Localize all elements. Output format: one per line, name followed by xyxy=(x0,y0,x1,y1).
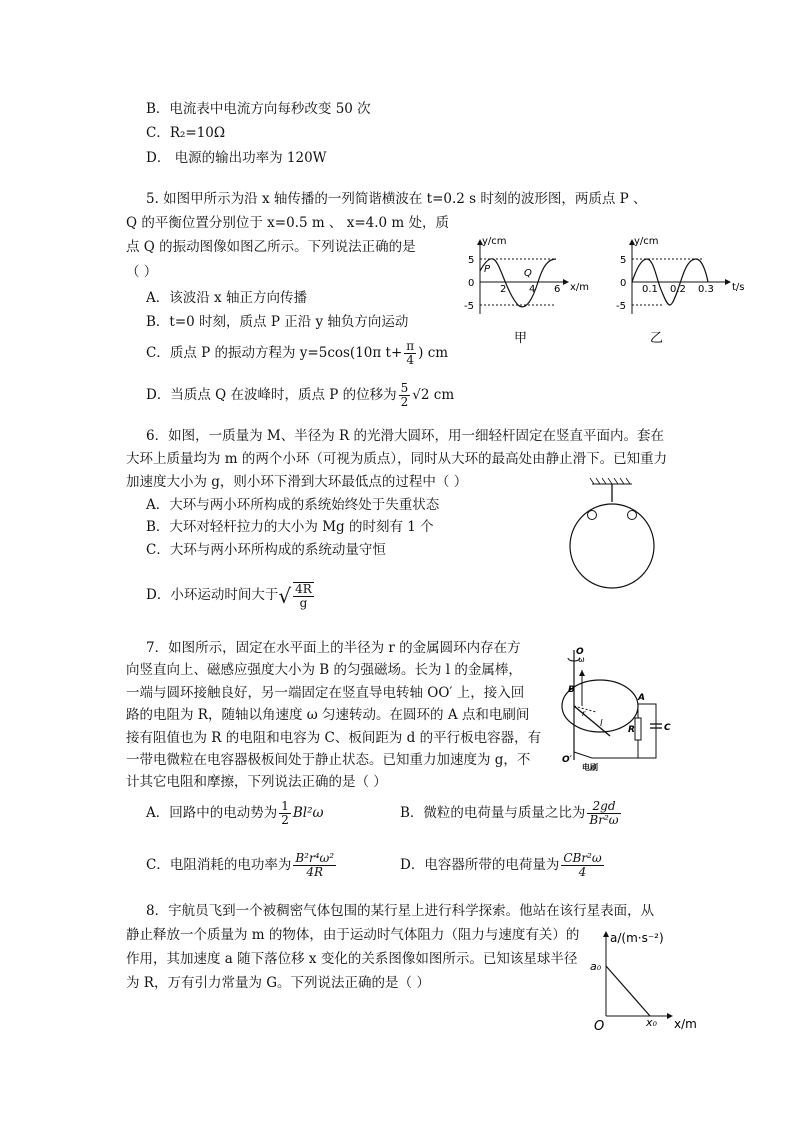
q5-option-c-numerator: π xyxy=(406,339,415,353)
q7-option-d-text: D．电容器所带的电荷量为 xyxy=(400,857,560,873)
q7-circuit-figure xyxy=(552,640,682,772)
q5-stem-line1: 5. 如图甲所示为沿 x 轴传播的一列简谐横波在 t=0.2 s 时刻的波形图，两质点 P 、 xyxy=(146,191,647,207)
q7-label-brush: 电刷 xyxy=(582,763,598,772)
q7-b-arrowhead xyxy=(579,670,585,676)
q6-stem-line1: 6．如图，一质量为 M、半径为 R 的光滑大圆环，用一细轻杆固定在竖直平面内。套在 xyxy=(146,428,664,444)
q7-label-o: O xyxy=(576,647,584,657)
q7-wire-outer xyxy=(574,704,656,758)
q7-option-a-fraction xyxy=(279,800,291,827)
q7-label-omega: ω xyxy=(578,655,585,664)
q8-stem-line2: 静止释放一个质量为 m 的物体，由于运动时气体阻力（阻力与速度有关）的 xyxy=(126,927,580,943)
q6-stem-line2: 大环上质量均为 m 的两个小环（可视为质点），同时从大环的最高处由静止滑下。已知重力 xyxy=(126,451,668,467)
jia-origin-label: 0 xyxy=(468,278,475,289)
q7-label-oprime: O′ xyxy=(562,755,573,765)
q7-option-b-numerator: 2gd xyxy=(587,800,620,814)
figure-jia-wave-graph xyxy=(448,232,598,350)
q8-ylabel: a/(m·s⁻²) xyxy=(610,931,664,945)
q7-option-b-fraction xyxy=(587,800,620,827)
q7-stem-line2: 向竖直向上、磁感应强度大小为 B 的匀强磁场。长为 l 的金属棒， xyxy=(126,662,522,678)
q7-label-l: l xyxy=(600,719,603,729)
q6-option-d-text: D．小环运动时间大于 xyxy=(146,587,279,603)
q7-option-c-denominator: 4R xyxy=(306,865,324,879)
yi-tick-0-2: 0.2 xyxy=(670,284,686,295)
q7-option-c-fraction xyxy=(293,852,336,879)
q6-option-d-fraction xyxy=(293,582,314,610)
q7-option-c-text: C．电阻消耗的电功率为 xyxy=(146,857,292,873)
jia-point-p: P xyxy=(484,264,491,275)
q7-option-a xyxy=(146,796,324,830)
jia-caption: 甲 xyxy=(514,331,528,346)
yi-ylabel: y/cm xyxy=(634,236,659,247)
q7-option-a-text: A．回路中的电动势为 xyxy=(146,805,278,821)
q8-stem-line1: 8．宇航员飞到一个被稠密气体包围的某行星上进行科学探索。他站在该行星表面，从 xyxy=(146,903,655,919)
q5-option-a: A．该波沿 x 轴正方向传播 xyxy=(146,290,307,306)
q6-sqrt-sign: √ xyxy=(278,583,292,608)
q4-option-b: B．电流表中电流方向每秒改变 50 次 xyxy=(146,101,371,117)
q7-stem-line1: 7．如图所示，固定在水平面上的半径为 r 的金属圆环内存在方 xyxy=(146,640,521,656)
q7-option-b-text: B．微粒的电荷量与质量之比为 xyxy=(400,805,586,821)
q5-option-d-fraction xyxy=(399,382,411,409)
q7-option-b-denominator: Br²ω xyxy=(589,813,619,827)
yi-xlabel: t/s xyxy=(732,282,745,293)
jia-wave-curve xyxy=(480,259,556,307)
q7-label-a: A xyxy=(638,693,645,703)
yi-caption: 乙 xyxy=(650,331,664,346)
q6-option-d xyxy=(146,576,316,615)
q7-label-b: B xyxy=(568,685,575,695)
q5-option-d xyxy=(146,378,454,412)
q7-label-r: R xyxy=(628,725,635,735)
q5-option-d-denominator: 2 xyxy=(400,395,409,409)
q5-option-d-numerator: 5 xyxy=(400,381,409,395)
q7-option-d-denominator: 4 xyxy=(578,865,587,879)
q7-option-d xyxy=(400,848,606,882)
q7-option-c-numerator: B²r⁴ω² xyxy=(295,851,335,865)
q5-option-c-fraction xyxy=(404,340,416,367)
yi-y-pos-label: 5 xyxy=(620,255,627,266)
q7-label-c: C xyxy=(664,723,671,733)
q7-stem-line6: 一带电微粒在电容器极板间处于静止状态。已知重力加速度为 g，不 xyxy=(126,752,531,768)
q7-stem-line3: 一端与圆环接触良好，另一端固定在竖直导电转轴 OO′ 上，接入回 xyxy=(126,685,525,701)
q8-x0-label: x₀ xyxy=(646,1016,657,1029)
q7-resistor xyxy=(635,718,641,740)
yi-tick-0-3: 0.3 xyxy=(698,284,714,295)
q6-big-ring xyxy=(570,504,654,588)
q5-option-c-text: C．质点 P 的振动方程为 y=5cos(10π t+ xyxy=(146,345,403,361)
q4-option-c: C．R₂=10Ω xyxy=(146,125,226,141)
jia-xlabel: x/m xyxy=(570,282,590,293)
yi-y-neg-label: -5 xyxy=(616,301,626,312)
q6-option-d-denominator: g xyxy=(299,595,308,610)
q5-option-c-tail: ) cm xyxy=(418,345,449,361)
q5-option-c-denominator: 4 xyxy=(406,353,415,367)
q7-option-b xyxy=(400,796,623,830)
q6-option-d-numerator: 4R xyxy=(295,581,312,596)
q6-small-ring-left xyxy=(588,511,597,520)
q6-option-b: B．大环对轻杆拉力的大小为 Mg 的时刻有 1 个 xyxy=(146,519,434,535)
q7-option-a-tail: Bl²ω xyxy=(292,805,324,821)
q7-option-a-denominator: 2 xyxy=(281,813,289,827)
yi-tick-0-1: 0.1 xyxy=(642,284,658,295)
q7-label-r-small: r xyxy=(582,709,586,718)
jia-y-neg-label: -5 xyxy=(464,301,474,312)
jia-tick-4: 4 xyxy=(529,284,536,295)
q5-answer-bracket: （ ） xyxy=(126,264,158,280)
q8-a0-label: a₀ xyxy=(590,960,602,973)
jia-y-pos-label: 5 xyxy=(468,255,475,266)
q7-stem-line5: 接有阻值也为 R 的电阻和电容为 C、板间距为 d 的平行板电容器，有 xyxy=(126,730,542,746)
q7-stem-line7: 计其它电阻和摩擦，下列说法正确的是（ ） xyxy=(126,774,387,790)
q8-origin-label: O xyxy=(594,1019,605,1034)
q5-stem-line2: Q 的平衡位置分别位于 x=0.5 m 、 x=4.0 m 处，质 xyxy=(126,215,449,231)
q7-option-d-fraction xyxy=(561,852,603,879)
figure-yi-vibration-graph xyxy=(602,232,762,350)
q5-stem-line3: 点 Q 的振动图像如图乙所示。下列说法正确的是 xyxy=(126,239,416,255)
q7-option-a-numerator: 1 xyxy=(281,799,289,813)
q8-ax-graph xyxy=(586,926,716,1036)
q6-option-a: A．大环与两小环所构成的系统始终处于失重状态 xyxy=(146,497,440,513)
q7-option-d-numerator: CBr²ω xyxy=(563,851,602,865)
q8-stem-line3: 作用，其加速度 a 随下落位移 x 变化的关系图像如图所示。已知该星球半径 xyxy=(126,951,578,967)
q8-line xyxy=(606,966,650,1016)
q6-small-ring-right xyxy=(628,511,637,520)
q4-option-d: D． 电源的输出功率为 120W xyxy=(146,150,327,166)
q7-stem-line4: 路的电阻为 R，随轴以角速度 ω 匀速转动。在圆环的 A 点和电刷间 xyxy=(126,707,530,723)
q8-stem-line4: 为 R，万有引力常量为 G。下列说法正确的是（ ） xyxy=(126,975,430,991)
jia-tick-2: 2 xyxy=(500,284,507,295)
jia-point-q: Q xyxy=(524,268,532,279)
q5-option-b: B．t=0 时刻，质点 P 正沿 y 轴负方向运动 xyxy=(146,314,409,330)
q5-option-c xyxy=(146,336,448,370)
jia-tick-6: 6 xyxy=(554,284,561,295)
jia-ylabel: y/cm xyxy=(482,236,507,247)
q6-ring-figure xyxy=(568,474,658,614)
q6-option-c: C．大环与两小环所构成的系统动量守恒 xyxy=(146,542,386,558)
q6-stem-line3: 加速度大小为 g，则小环下滑到大环最低点的过程中（ ） xyxy=(126,474,468,490)
yi-origin-label: 0 xyxy=(620,278,627,289)
q5-option-d-text: D．当质点 Q 在波峰时，质点 P 的位移为 xyxy=(146,387,397,403)
q7-option-c xyxy=(146,848,338,882)
q5-option-d-tail: √2 cm xyxy=(412,387,455,403)
q8-xlabel: x/m xyxy=(674,1017,697,1031)
